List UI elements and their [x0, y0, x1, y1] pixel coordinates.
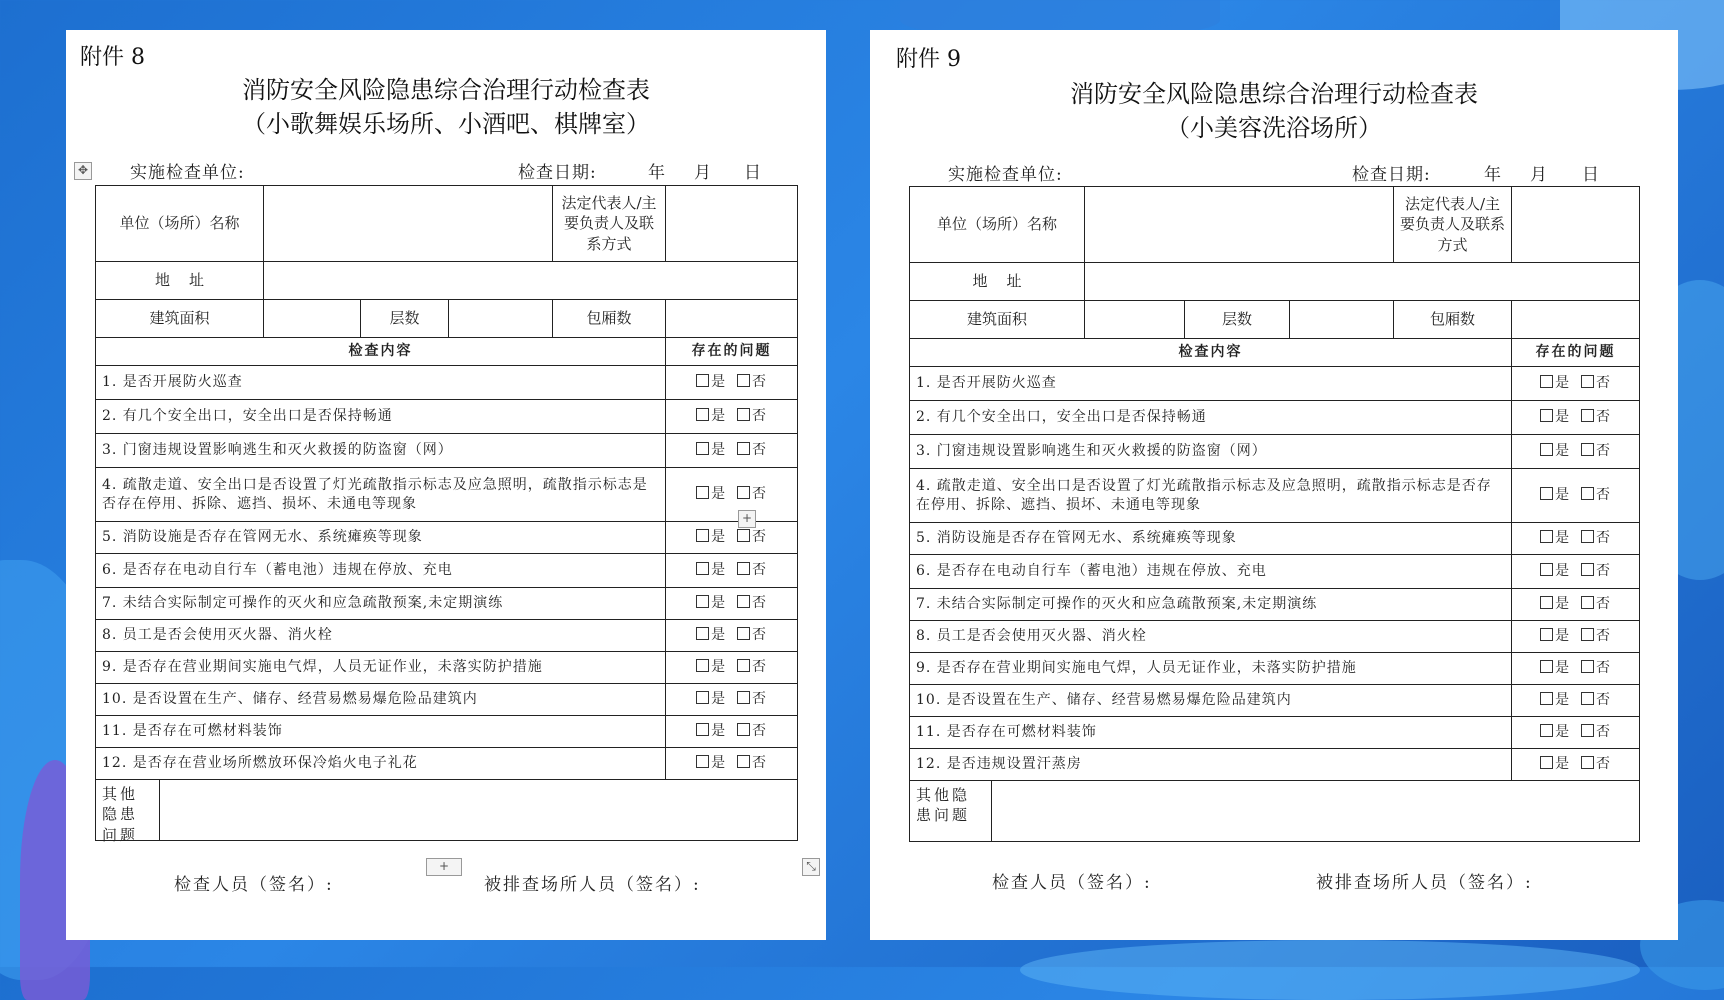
table-row — [96, 620, 798, 652]
yes-checkbox[interactable] — [696, 755, 709, 768]
date-month: 月 — [1530, 165, 1548, 185]
table-row — [96, 468, 798, 522]
yes-no-cell — [666, 716, 798, 748]
no-label: 否 — [1595, 660, 1611, 677]
inspection-item: 11. 是否存在可燃材料装饰 — [96, 716, 666, 748]
table-row — [96, 522, 798, 554]
no-checkbox[interactable] — [737, 691, 750, 704]
yes-no-cell — [1512, 589, 1640, 621]
yes-no-cell — [1512, 523, 1640, 555]
inspection-item: 5. 消防设施是否存在管网无水、系统瘫痪等现象 — [910, 523, 1512, 555]
yes-label: 是 — [1555, 628, 1571, 645]
col-header-problem: 存在的问题 — [666, 338, 798, 366]
no-checkbox[interactable] — [1581, 409, 1594, 422]
table-row — [96, 366, 798, 400]
table-row — [96, 554, 798, 588]
yes-no-cell — [1512, 685, 1640, 717]
date-day: 日 — [1582, 165, 1600, 185]
address-label: 地 址 — [910, 263, 1085, 301]
yes-no-cell — [666, 366, 798, 400]
no-label: 否 — [751, 595, 767, 612]
yes-no-cell — [1512, 621, 1640, 653]
table-row — [910, 589, 1640, 621]
floors-cell[interactable] — [449, 300, 553, 338]
resize-icon[interactable]: ⤡ — [802, 858, 820, 876]
table-row — [96, 588, 798, 620]
inspection-item: 10. 是否设置在生产、储存、经营易燃易爆危险品建筑内 — [96, 684, 666, 716]
inspection-item: 8. 员工是否会使用灭火器、消火栓 — [96, 620, 666, 652]
unit-name-label: 单位（场所）名称 — [910, 187, 1085, 263]
inspection-item: 3. 门窗违规设置影响逃生和灭火救援的防盗窗（网） — [910, 435, 1512, 469]
no-label: 否 — [751, 627, 767, 644]
attachment-label: 附件 9 — [896, 47, 961, 72]
unit-name-cell[interactable] — [264, 186, 553, 262]
yes-checkbox[interactable] — [1540, 487, 1553, 500]
area-cell[interactable] — [1085, 301, 1185, 339]
date-year: 年 — [1484, 165, 1502, 185]
yes-checkbox[interactable] — [696, 723, 709, 736]
no-checkbox[interactable] — [737, 723, 750, 736]
no-checkbox[interactable] — [1581, 487, 1594, 500]
other-issues-label: 其他隐患问题 — [910, 781, 992, 841]
doc-title: 消防安全风险隐患综合治理行动检查表 — [242, 76, 650, 104]
legal-rep-cell[interactable] — [666, 186, 798, 262]
table-row — [910, 435, 1640, 469]
area-cell[interactable] — [264, 300, 361, 338]
no-label: 否 — [751, 529, 767, 546]
date-day: 日 — [744, 163, 762, 183]
table-row — [96, 748, 798, 780]
table-row — [96, 434, 798, 468]
no-checkbox[interactable] — [737, 408, 750, 421]
inspection-item: 7. 未结合实际制定可操作的灭火和应急疏散预案,未定期演练 — [96, 588, 666, 620]
no-label: 否 — [1595, 756, 1611, 773]
no-checkbox[interactable] — [1581, 724, 1594, 737]
no-checkbox[interactable] — [737, 755, 750, 768]
no-checkbox[interactable] — [1581, 628, 1594, 641]
no-label: 否 — [751, 486, 767, 503]
yes-checkbox[interactable] — [696, 659, 709, 672]
plus-icon[interactable]: + — [738, 510, 756, 528]
table-row — [910, 401, 1640, 435]
other-issues-cell[interactable] — [992, 781, 1639, 841]
no-label: 否 — [751, 755, 767, 772]
yes-checkbox[interactable] — [1540, 660, 1553, 673]
table-row — [910, 523, 1640, 555]
no-label: 否 — [1595, 409, 1611, 426]
yes-checkbox[interactable] — [1540, 692, 1553, 705]
unit-name-cell[interactable] — [1085, 187, 1394, 263]
yes-label: 是 — [1555, 375, 1571, 392]
no-checkbox[interactable] — [1581, 443, 1594, 456]
no-checkbox[interactable] — [1581, 692, 1594, 705]
no-checkbox[interactable] — [737, 659, 750, 672]
no-checkbox[interactable] — [737, 562, 750, 575]
yes-label: 是 — [1555, 443, 1571, 460]
move-icon[interactable]: ✥ — [74, 162, 92, 180]
yes-label: 是 — [1555, 692, 1571, 709]
inspection-item: 9. 是否存在营业期间实施电气焊，人员无证作业，未落实防护措施 — [96, 652, 666, 684]
inspected-signature-label: 被排查场所人员（签名）: — [484, 875, 701, 895]
yes-label: 是 — [711, 374, 727, 391]
doc-title: 消防安全风险隐患综合治理行动检查表 — [1070, 80, 1478, 108]
no-checkbox[interactable] — [737, 486, 750, 499]
rooms-cell[interactable] — [1512, 301, 1640, 339]
yes-label: 是 — [1555, 487, 1571, 504]
rooms-label: 包厢数 — [1394, 301, 1512, 339]
inspection-item: 6. 是否存在电动自行车（蓄电池）违规在停放、充电 — [96, 554, 666, 588]
no-checkbox[interactable] — [737, 595, 750, 608]
inspection-item: 10. 是否设置在生产、储存、经营易燃易爆危险品建筑内 — [910, 685, 1512, 717]
yes-label: 是 — [1555, 660, 1571, 677]
no-label: 否 — [1595, 724, 1611, 741]
no-label: 否 — [751, 691, 767, 708]
document-page-right — [870, 30, 1678, 940]
yes-label: 是 — [711, 627, 727, 644]
no-checkbox[interactable] — [737, 529, 750, 542]
yes-label: 是 — [711, 755, 727, 772]
date-month: 月 — [694, 163, 712, 183]
legal-rep-cell[interactable] — [1512, 187, 1640, 263]
other-issues-row — [910, 781, 1640, 842]
no-label: 否 — [751, 442, 767, 459]
yes-label: 是 — [1555, 724, 1571, 741]
yes-label: 是 — [711, 595, 727, 612]
col-header-problem: 存在的问题 — [1512, 339, 1640, 367]
yes-no-cell — [1512, 555, 1640, 589]
yes-checkbox[interactable] — [1540, 628, 1553, 641]
no-label: 否 — [751, 408, 767, 425]
unit-name-label: 单位（场所）名称 — [96, 186, 264, 262]
yes-checkbox[interactable] — [1540, 443, 1553, 456]
no-label: 否 — [1595, 692, 1611, 709]
yes-label: 是 — [711, 442, 727, 459]
col-header-content: 检查内容 — [96, 338, 666, 366]
table-row — [96, 716, 798, 748]
other-issues-row — [96, 780, 798, 844]
inspected-signature-label: 被排查场所人员（签名）: — [1316, 873, 1533, 893]
yes-checkbox[interactable] — [696, 486, 709, 499]
table-row — [910, 653, 1640, 685]
yes-checkbox[interactable] — [1540, 530, 1553, 543]
yes-no-cell — [1512, 367, 1640, 401]
yes-label: 是 — [711, 486, 727, 503]
date-year: 年 — [648, 163, 666, 183]
floors-label: 层数 — [1185, 301, 1290, 339]
table-row — [96, 652, 798, 684]
yes-label: 是 — [1555, 563, 1571, 580]
attachment-label: 附件 8 — [80, 45, 145, 70]
inspection-item: 12. 是否存在营业场所燃放环保冷焰火电子礼花 — [96, 748, 666, 780]
inspection-table — [95, 185, 798, 844]
legal-rep-label: 法定代表人/主要负责人及联系方式 — [1394, 187, 1512, 263]
no-checkbox[interactable] — [1581, 596, 1594, 609]
yes-no-cell — [1512, 469, 1640, 523]
yes-no-cell — [1512, 749, 1640, 781]
yes-label: 是 — [711, 659, 727, 676]
no-label: 否 — [1595, 487, 1611, 504]
floors-label: 层数 — [361, 300, 449, 338]
rooms-label: 包厢数 — [553, 300, 666, 338]
table-row — [910, 469, 1640, 523]
inspect-date-label: 检查日期: — [518, 163, 597, 183]
inspection-item: 1. 是否开展防火巡查 — [96, 366, 666, 400]
yes-no-cell — [1512, 401, 1640, 435]
inspector-signature-label: 检查人员（签名）: — [992, 873, 1152, 893]
inspection-item: 4. 疏散走道、安全出口是否设置了灯光疏散指示标志及应急照明，疏散指示标志是否存在停用、拆除、遮挡、损坏、未通电等现象 — [910, 469, 1512, 523]
table-row — [910, 555, 1640, 589]
table-row — [910, 749, 1640, 781]
inspection-item: 6. 是否存在电动自行车（蓄电池）违规在停放、充电 — [910, 555, 1512, 589]
inspect-date-label: 检查日期: — [1352, 165, 1431, 185]
area-label: 建筑面积 — [910, 301, 1085, 339]
no-label: 否 — [1595, 375, 1611, 392]
address-cell[interactable] — [264, 262, 798, 300]
yes-no-cell — [1512, 653, 1640, 685]
no-checkbox[interactable] — [1581, 756, 1594, 769]
address-cell[interactable] — [1085, 263, 1640, 301]
rooms-cell[interactable] — [666, 300, 798, 338]
other-issues-cell[interactable] — [160, 780, 797, 840]
table-row — [96, 684, 798, 716]
yes-checkbox[interactable] — [1540, 375, 1553, 388]
yes-no-cell — [666, 468, 798, 522]
yes-no-cell — [666, 652, 798, 684]
yes-checkbox[interactable] — [1540, 409, 1553, 422]
yes-label: 是 — [711, 723, 727, 740]
yes-no-cell — [666, 400, 798, 434]
inspect-unit-label: 实施检查单位: — [948, 165, 1063, 185]
inspection-item: 2. 有几个安全出口，安全出口是否保持畅通 — [910, 401, 1512, 435]
yes-checkbox[interactable] — [696, 691, 709, 704]
yes-checkbox[interactable] — [696, 529, 709, 542]
table-row — [910, 621, 1640, 653]
table-row — [910, 367, 1640, 401]
yes-label: 是 — [711, 408, 727, 425]
yes-no-cell — [1512, 435, 1640, 469]
doc-subtitle: （小歌舞娱乐场所、小酒吧、棋牌室） — [242, 110, 650, 138]
no-checkbox[interactable] — [1581, 375, 1594, 388]
inspect-unit-label: 实施检查单位: — [130, 163, 245, 183]
yes-checkbox[interactable] — [696, 374, 709, 387]
inspection-item: 2. 有几个安全出口，安全出口是否保持畅通 — [96, 400, 666, 434]
inspection-item: 4. 疏散走道、安全出口是否设置了灯光疏散指示标志及应急照明，疏散指示标志是否存在停用、拆除、遮挡、损坏、未通电等现象 — [96, 468, 666, 522]
col-header-content: 检查内容 — [910, 339, 1512, 367]
yes-checkbox[interactable] — [1540, 756, 1553, 769]
yes-no-cell — [1512, 717, 1640, 749]
yes-no-cell — [666, 588, 798, 620]
yes-label: 是 — [1555, 530, 1571, 547]
yes-checkbox[interactable] — [1540, 596, 1553, 609]
inspection-item: 9. 是否存在营业期间实施电气焊，人员无证作业，未落实防护措施 — [910, 653, 1512, 685]
inspection-item: 1. 是否开展防火巡查 — [910, 367, 1512, 401]
inspection-item: 8. 员工是否会使用灭火器、消火栓 — [910, 621, 1512, 653]
table-row — [910, 685, 1640, 717]
no-checkbox[interactable] — [737, 374, 750, 387]
no-checkbox[interactable] — [737, 442, 750, 455]
no-checkbox[interactable] — [1581, 530, 1594, 543]
yes-checkbox[interactable] — [696, 627, 709, 640]
address-label: 地 址 — [96, 262, 264, 300]
yes-checkbox[interactable] — [696, 562, 709, 575]
inspection-item: 3. 门窗违规设置影响逃生和灭火救援的防盗窗（网） — [96, 434, 666, 468]
no-checkbox[interactable] — [1581, 660, 1594, 673]
no-label: 否 — [751, 562, 767, 579]
inspection-item: 5. 消防设施是否存在管网无水、系统瘫痪等现象 — [96, 522, 666, 554]
no-label: 否 — [1595, 596, 1611, 613]
inspector-signature-label: 检查人员（签名）: — [174, 875, 334, 895]
yes-label: 是 — [1555, 409, 1571, 426]
yes-label: 是 — [711, 691, 727, 708]
plus-icon[interactable]: + — [426, 858, 462, 876]
legal-rep-label: 法定代表人/主要负责人及联系方式 — [553, 186, 666, 262]
yes-no-cell — [666, 522, 798, 554]
no-checkbox[interactable] — [1581, 563, 1594, 576]
no-label: 否 — [1595, 563, 1611, 580]
yes-no-cell — [666, 620, 798, 652]
inspection-item: 11. 是否存在可燃材料装饰 — [910, 717, 1512, 749]
yes-checkbox[interactable] — [696, 442, 709, 455]
no-label: 否 — [1595, 443, 1611, 460]
document-page-left — [66, 30, 826, 940]
no-label: 否 — [751, 374, 767, 391]
yes-no-cell — [666, 684, 798, 716]
inspection-item: 12. 是否违规设置汗蒸房 — [910, 749, 1512, 781]
inspection-table — [909, 186, 1640, 842]
area-label: 建筑面积 — [96, 300, 264, 338]
other-issues-label: 其他隐患问题 — [96, 780, 160, 840]
table-row — [910, 717, 1640, 749]
no-label: 否 — [1595, 530, 1611, 547]
yes-no-cell — [666, 748, 798, 780]
background-wave — [1020, 940, 1640, 1000]
yes-checkbox[interactable] — [696, 408, 709, 421]
floors-cell[interactable] — [1290, 301, 1394, 339]
no-label: 否 — [751, 659, 767, 676]
yes-label: 是 — [711, 529, 727, 546]
yes-checkbox[interactable] — [696, 595, 709, 608]
no-label: 否 — [751, 723, 767, 740]
no-checkbox[interactable] — [737, 627, 750, 640]
yes-label: 是 — [1555, 596, 1571, 613]
yes-label: 是 — [711, 562, 727, 579]
yes-label: 是 — [1555, 756, 1571, 773]
inspection-item: 7. 未结合实际制定可操作的灭火和应急疏散预案,未定期演练 — [910, 589, 1512, 621]
yes-checkbox[interactable] — [1540, 563, 1553, 576]
no-label: 否 — [1595, 628, 1611, 645]
yes-no-cell — [666, 554, 798, 588]
yes-checkbox[interactable] — [1540, 724, 1553, 737]
table-row — [96, 400, 798, 434]
yes-no-cell — [666, 434, 798, 468]
doc-subtitle: （小美容洗浴场所） — [1166, 114, 1382, 142]
